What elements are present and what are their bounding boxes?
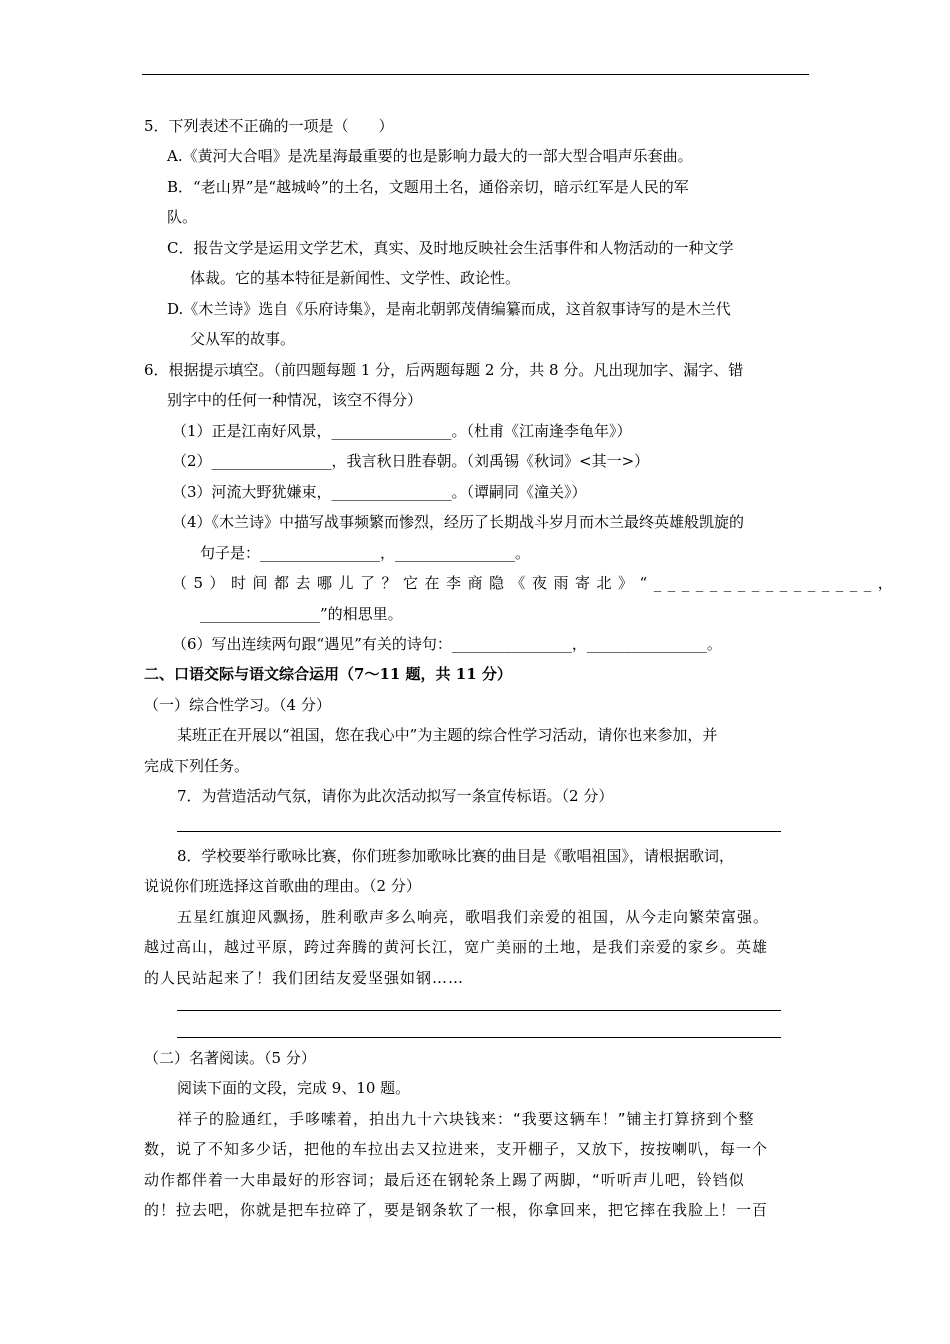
passage-line2: 数，说了不知多少话，把他的车拉出去又拉进来，支开棚子，又放下，按按喇叭，每一个 [144,1140,769,1158]
intro-line1: 某班正在开展以“祖国，您在我心中”为主题的综合性学习活动，请你也来参加，并 [177,726,718,744]
q5-option-d-line2: 父从军的故事。 [190,330,296,348]
passage-line1: 祥子的脸通红，手哆嗦着，拍出九十六块钱来：“我要这辆车！”铺主打算挤到个整 [177,1110,755,1128]
q8-answer-line1[interactable] [177,1010,781,1011]
q5-option-a: A.《黄河大合唱》是冼星海最重要的也是影响力最大的一部大型合唱声乐套曲。 [167,147,693,165]
lyric-line1: 五星红旗迎风飘扬，胜利歌声多么响亮，歌唱我们亲爱的祖国，从今走向繁荣富强。 [177,908,770,926]
q8-answer-line2[interactable] [177,1037,781,1038]
reading-instruction: 阅读下面的文段，完成 9、10 题。 [177,1079,411,1097]
q6-item-6: （6）写出连续两句跟“遇见”有关的诗句：________________，________________。 [172,635,722,653]
q5-option-b-line2: 队。 [167,208,198,226]
q6-item-2: （2）________________，我言秋日胜春朝。（刘禹锡《秋词》<其一>） [172,452,650,470]
passage-line4: 的！拉去吧，你就是把车拉碎了，要是钢条软了一根，你拿回来，把它摔在我脸上！一百 [144,1201,769,1219]
lyric-line2: 越过高山，越过平原，跨过奔腾的黄河长江，宽广美丽的土地，是我们亲爱的家乡。英雄 [144,938,769,956]
q8-stem-line2: 说说你们班选择这首歌曲的理由。（2 分） [144,877,421,895]
q8-stem-line1: 8．学校要举行歌咏比赛，你们班参加歌咏比赛的曲目是《歌唱祖国》，请根据歌词， [177,847,735,865]
section2-heading: 二、口语交际与语文综合运用（7～11 题，共 11 分） [144,665,512,683]
q6-stem-line2: 别字中的任何一种情况，该空不得分） [167,391,423,409]
q6-stem-line1: 6．根据提示填空。（前四题每题 1 分，后两题每题 2 分，共 8 分。凡出现加字、漏字、错 [144,361,744,379]
passage-line3: 动作都伴着一大串最好的形容词；最后还在钢轮条上踢了两脚，“听听声儿吧，铃铛似 [144,1171,745,1189]
q7-stem: 7．为营造活动气氛，请你为此次活动拟写一条宣传标语。（2 分） [177,787,614,805]
q5-option-c-line2: 体裁。它的基本特征是新闻性、文学性、政论性。 [190,269,521,287]
q5-option-d-line1: D.《木兰诗》选自《乐府诗集》，是南北朝郭茂倩编纂而成，这首叙事诗写的是木兰代 [167,300,731,318]
q6-item-4-line1: （4）《木兰诗》中描写战事频繁而惨烈，经历了长期战斗岁月而木兰最终英雄般凯旋的 [172,513,745,531]
q5-option-b-line1: B．“老山界”是“越城岭”的土名，文题用土名，通俗亲切，暗示红军是人民的军 [167,178,689,196]
q6-item-5-line1: （5）时间都去哪儿了？它在李商隐《夜雨寄北》“________________， [172,574,900,592]
section2-sub1: （一）综合性学习。（4 分） [144,696,331,714]
q6-item-3: （3）河流大野犹嫌束，________________。（谭嗣同《潼关》） [172,483,587,501]
intro-line2: 完成下列任务。 [144,757,250,775]
header-rule [142,74,809,75]
section2-sub2: （二）名著阅读。（5 分） [144,1049,316,1067]
q6-item-4-line2: 句子是：________________，________________。 [200,544,531,562]
q6-item-5-line2: ________________”的相思里。 [200,605,403,623]
q6-item-1: （1）正是江南好风景，________________。（杜甫《江南逢李龟年》） [172,422,632,440]
q5-option-c-line1: C．报告文学是运用文学艺术，真实、及时地反映社会生活事件和人物活动的一种文学 [167,239,734,257]
q5-stem: 5．下列表述不正确的一项是（ ） [144,117,394,135]
q7-answer-line[interactable] [177,831,781,832]
lyric-line3: 的人民站起来了！我们团结友爱坚强如钢…… [144,969,465,987]
